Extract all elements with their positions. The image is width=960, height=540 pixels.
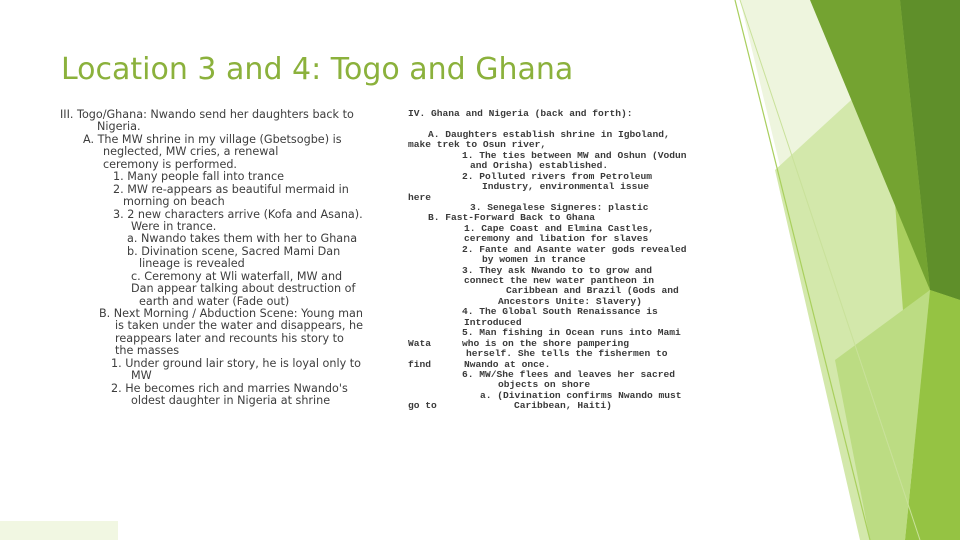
right-line-margin-word: go to — [408, 400, 437, 412]
left-text-line: 2. He becomes rich and marries Nwando's — [111, 381, 348, 395]
left-text-line: reappears later and recounts his story to — [115, 331, 344, 345]
slide-title: Location 3 and 4: Togo and Ghana — [61, 52, 574, 87]
left-text-line: oldest daughter in Nigeria at shrine — [131, 394, 331, 408]
left-text-line: lineage is revealed — [139, 257, 245, 271]
left-text-line: a. Nwando takes them with her to Ghana — [127, 232, 358, 246]
left-text-line: Were in trance. — [131, 219, 217, 233]
left-text-line: earth and water (Fade out) — [139, 294, 290, 308]
left-text-line: 1. Many people fall into trance — [113, 170, 285, 184]
left-text-line: b. Divination scene, Sacred Mami Dan — [127, 244, 341, 258]
left-text-line: is taken under the water and disappears, he — [115, 319, 363, 333]
left-text-line: 2. MW re-appears as beautiful mermaid in — [113, 182, 349, 196]
right-line-text: a. (Divination confirms Nwando must — [480, 389, 682, 401]
right-line-text: 3. They ask Nwando to to grow and — [462, 264, 652, 276]
right-line-text: make trek to Osun river, — [408, 139, 547, 151]
left-text-line: Nigeria. — [97, 120, 141, 134]
right-text-line — [400, 349, 730, 359]
right-line-text: Ancestors Unite: Slavery) — [498, 295, 642, 307]
right-text-line — [400, 255, 730, 265]
left-text-line: morning on beach — [123, 195, 225, 209]
right-line-text: B. Fast-Forward Back to Ghana — [428, 212, 595, 224]
left-text-line: 1. Under ground lair story, he is loyal only to — [111, 356, 361, 370]
right-line-text: herself. She tells the fishermen to — [466, 348, 668, 360]
right-line-text: ceremony and libation for slaves — [464, 233, 649, 245]
left-text-line: A. The MW shrine in my village (Gbetsogbe) is — [83, 132, 342, 146]
left-text-line: 3. 2 new characters arrive (Kofa and Asana). — [113, 207, 363, 221]
bottom-corner-block — [0, 521, 118, 540]
left-text-line: B. Next Morning / Abduction Scene: Young man — [99, 307, 363, 320]
right-line-margin-word: Wata — [408, 337, 432, 349]
left-text-line: the masses — [115, 344, 180, 358]
left-text-line: neglected, MW cries, a renewal — [103, 145, 279, 159]
right-line-text: 2. Fante and Asante water gods revealed — [462, 243, 687, 255]
right-text-line — [400, 401, 730, 411]
right-line-text: Caribbean and Brazil (Gods and — [506, 285, 679, 297]
right-line-text: Caribbean, Haiti) — [514, 400, 612, 412]
right-line-text: connect the new water pantheon in — [464, 275, 654, 286]
left-text-column — [60, 109, 380, 408]
right-text-line — [400, 182, 730, 192]
left-text-line: ceremony is performed. — [103, 157, 237, 171]
right-line-margin-word: here — [408, 191, 432, 203]
right-line-margin-word: find — [408, 358, 432, 370]
right-line-text: 3. Senegalese Signeres: plastic — [470, 201, 649, 213]
right-line-text: Nwando at once. — [464, 358, 551, 370]
left-text-line: c. Ceremony at Wli waterfall, MW and — [131, 269, 343, 283]
right-line-text: 2. Polluted rivers from Petroleum — [462, 170, 652, 182]
right-line-text: Introduced — [464, 316, 522, 328]
right-line-text: by women in trance — [482, 254, 586, 266]
right-text-line — [400, 109, 730, 119]
right-line-text: 1. Cape Coast and Elmina Castles, — [464, 222, 654, 234]
right-line-text: who is on the shore pampering — [462, 337, 629, 349]
right-line-text: 6. MW/She flees and leaves her sacred — [462, 368, 676, 380]
left-text-line: III. Togo/Ghana: Nwando send her daughters back to — [60, 108, 354, 121]
right-line-text: 1. The ties between MW and Oshun (Vodun — [462, 149, 687, 161]
right-line-text: objects on shore — [498, 379, 591, 391]
right-line-text: 5. Man fishing in Ocean runs into Mami — [462, 327, 681, 339]
right-line-text: 4. The Global South Renaissance is — [462, 306, 658, 318]
right-line-text: and Orisha) established. — [470, 160, 609, 172]
right-text-line — [400, 307, 730, 317]
right-line-text: Industry, environmental issue — [482, 181, 649, 193]
right-text-column — [400, 109, 730, 412]
left-text-line: Dan appear talking about destruction of — [131, 282, 356, 296]
right-line-text: A. Daughters establish shrine in Igboland, — [428, 128, 670, 140]
left-text-line: MW — [131, 369, 152, 383]
right-line-text: IV. Ghana and Nigeria (back and forth): — [408, 108, 633, 119]
